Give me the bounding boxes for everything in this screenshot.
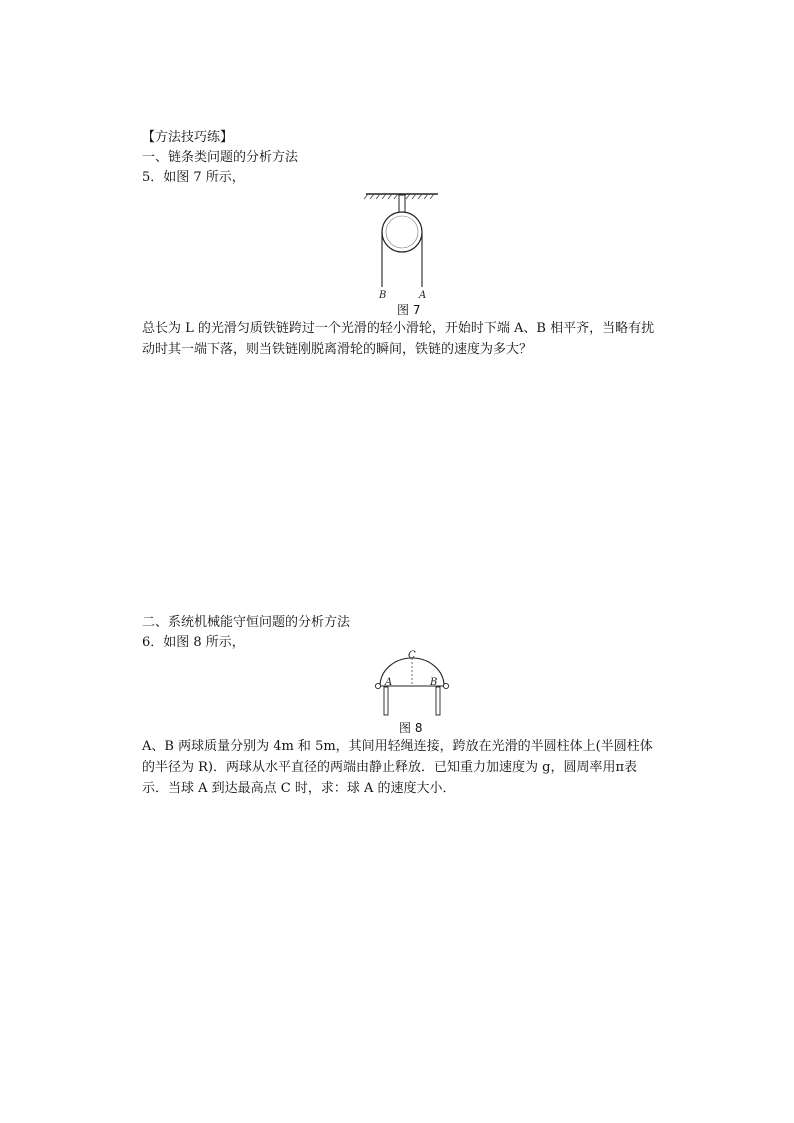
figure7-caption: 图 7	[397, 303, 421, 317]
label-a-fig7: A	[419, 290, 427, 301]
right-support	[436, 687, 440, 715]
left-support	[384, 687, 388, 715]
ball-b	[443, 683, 448, 688]
figure8-caption: 图 8	[399, 721, 423, 735]
q5-text: 总长为 L 的光滑匀质铁链跨过一个光滑的轻小滑轮，开始时下端 A、B 相平齐，当略有扰动时其一端下落，则当铁链刚脱离滑轮的瞬间，铁链的速度为多大？	[142, 321, 655, 357]
part2-title: 二、系统机械能守恒问题的分析方法	[142, 615, 351, 630]
q6-intro: 6．如图 8 所示，	[142, 635, 245, 650]
ball-a	[375, 683, 380, 688]
label-a-fig8: A	[385, 677, 393, 688]
part1-title: 一、链条类问题的分析方法	[142, 150, 299, 165]
semicylinder-figure	[374, 652, 454, 722]
label-c-fig8: C	[408, 650, 416, 661]
pulley-wheel	[382, 212, 422, 252]
q5-intro: 5．如图 7 所示，	[142, 170, 245, 185]
q6-text: A、B 两球质量分别为 4m 和 5m，其间用轻绳连接，跨放在光滑的半圆柱体上(半圆柱体的半径为 R)．两球从水平直径的两端由静止释放．已知重力加速度为 g，圆周率用π表示．当球 A 到达最高点 C 时，求：球 A 的速度大小．	[142, 739, 653, 796]
label-b-fig7: B	[379, 290, 387, 301]
pulley-figure	[364, 192, 444, 302]
section-header: 【方法技巧练】	[142, 130, 234, 145]
label-b-fig8: B	[430, 677, 438, 688]
